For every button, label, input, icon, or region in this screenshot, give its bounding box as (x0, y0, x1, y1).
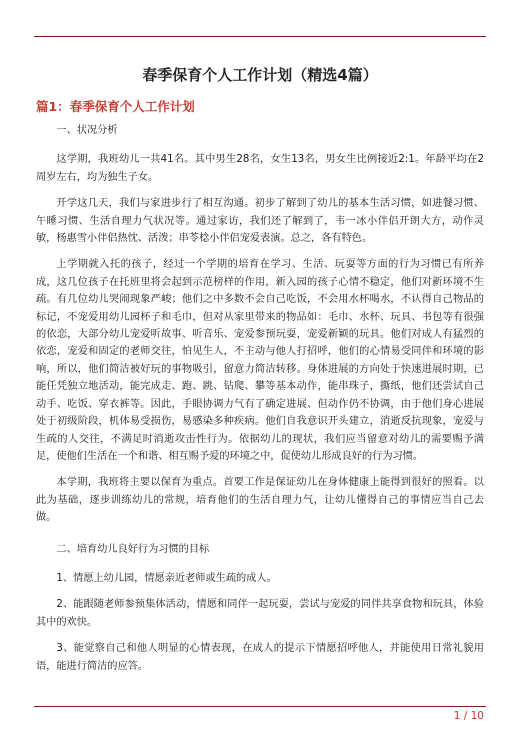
heading-situation-analysis: 一、状况分析 (56, 125, 118, 136)
heading-behavior-goals: 二、培育幼儿良好行为习惯的目标 (56, 543, 210, 555)
goal-item-1: 1、情愿上幼儿园，情愿亲近老师或生疏的成人。 (56, 572, 277, 584)
document-body (36, 122, 484, 684)
document-title: 春季保育个人工作计划（精选4篇） (142, 66, 378, 84)
paragraph-children-status: 上学期就入托的孩子，经过一个学期的培育在学习、生活、玩耍等方面的行为习惯已有所养成，这几位孩子在托班里将会起到示范榜样的作用，新入园的孩子心情不稳定，他们对新环境不生疏。有几位幼儿哭闹现象严峻；他们之中多数不会自己吃饭，不会用水杯喝水，不认得自己物品的标记，不宠爱用幼儿园杯子和毛巾，但对从家里带来的物品如：毛巾、水杯、玩具、书包等有很强的依恋，大部分幼儿宠爱听故事、听音乐、宠爱参预玩耍，宠爱新颖的玩具。他们对成人有猛烈的依恋，宠爱和固定的老师交往，怕见生人，不主动与他人打招呼，他们的心情易受同伴和环境的影响，所以，他们简洁被好玩的事物吸引，留意力简洁转移。身体进展的方向处于快速进展时期，已能任凭独立地活动，能完成走、跑、跳、钻爬、攀等基本动作，能串珠子，撕纸，他们还尝试自己动手、吃饭、穿衣裤等。因此，手眼协调力气有了确定进展、但动作仍不协调，由于他们身心进展处于初级阶段，机体易受损伤，易感染多种疾病。他们自我意识开头建立，消逝反抗现象，宠爱与生疏的人交往，不满足时消逝攻击性行为。依据幼儿的现状，我们应当留意对幼儿的需要赐予满足，使他们生活在一个和谐、相互赐予爱的环境之中，促使幼儿形成良好的行为习惯。 (36, 259, 484, 462)
footer-rule (34, 706, 486, 707)
paragraph-semester-focus: 本学期，我班将主要以保育为重点。首要工作是保证幼儿在身体健康上能得到很好的照看。以此为基础，逐步训练幼儿的常规，培育他们的生活自理力气，让幼儿懂得自己的事情应当自己去做。 (36, 477, 484, 524)
header-rule (34, 36, 486, 37)
goal-item-3: 3、能觉察自己和他人明显的心情表现，在成人的提示下情愿招呼他人，并能使用日常礼貌用语，能进行简洁的应答。 (36, 643, 484, 672)
paragraph-class-size: 这学期，我班幼儿一共41名。其中男生28名，女生13名，男女生比例接近2:1。年龄平均在2周岁左右，均为独生子女。 (36, 154, 484, 183)
page-number: 1 / 10 (453, 710, 484, 722)
section-title: 篇1：春季保育个人工作计划 (36, 99, 195, 114)
goal-item-2: 2、能跟随老师参预集体活动，情愿和同伴一起玩耍，尝试与宠爱的同伴共享食物和玩具，体验其中的欢快。 (36, 599, 484, 628)
paragraph-communication: 开学这几天，我们与家进步行了相互沟通。初步了解到了幼儿的基本生活习惯，如进餐习惯、午睡习惯、生活自理力气状况等。通过家访，我们还了解到了，韦一冰小伴侣开朗大方，动作灵敏，杨惠雪小伴侣热忱、活泼；串苓棯小伴侣宠爱表演。总之，各有特色。 (36, 198, 484, 245)
